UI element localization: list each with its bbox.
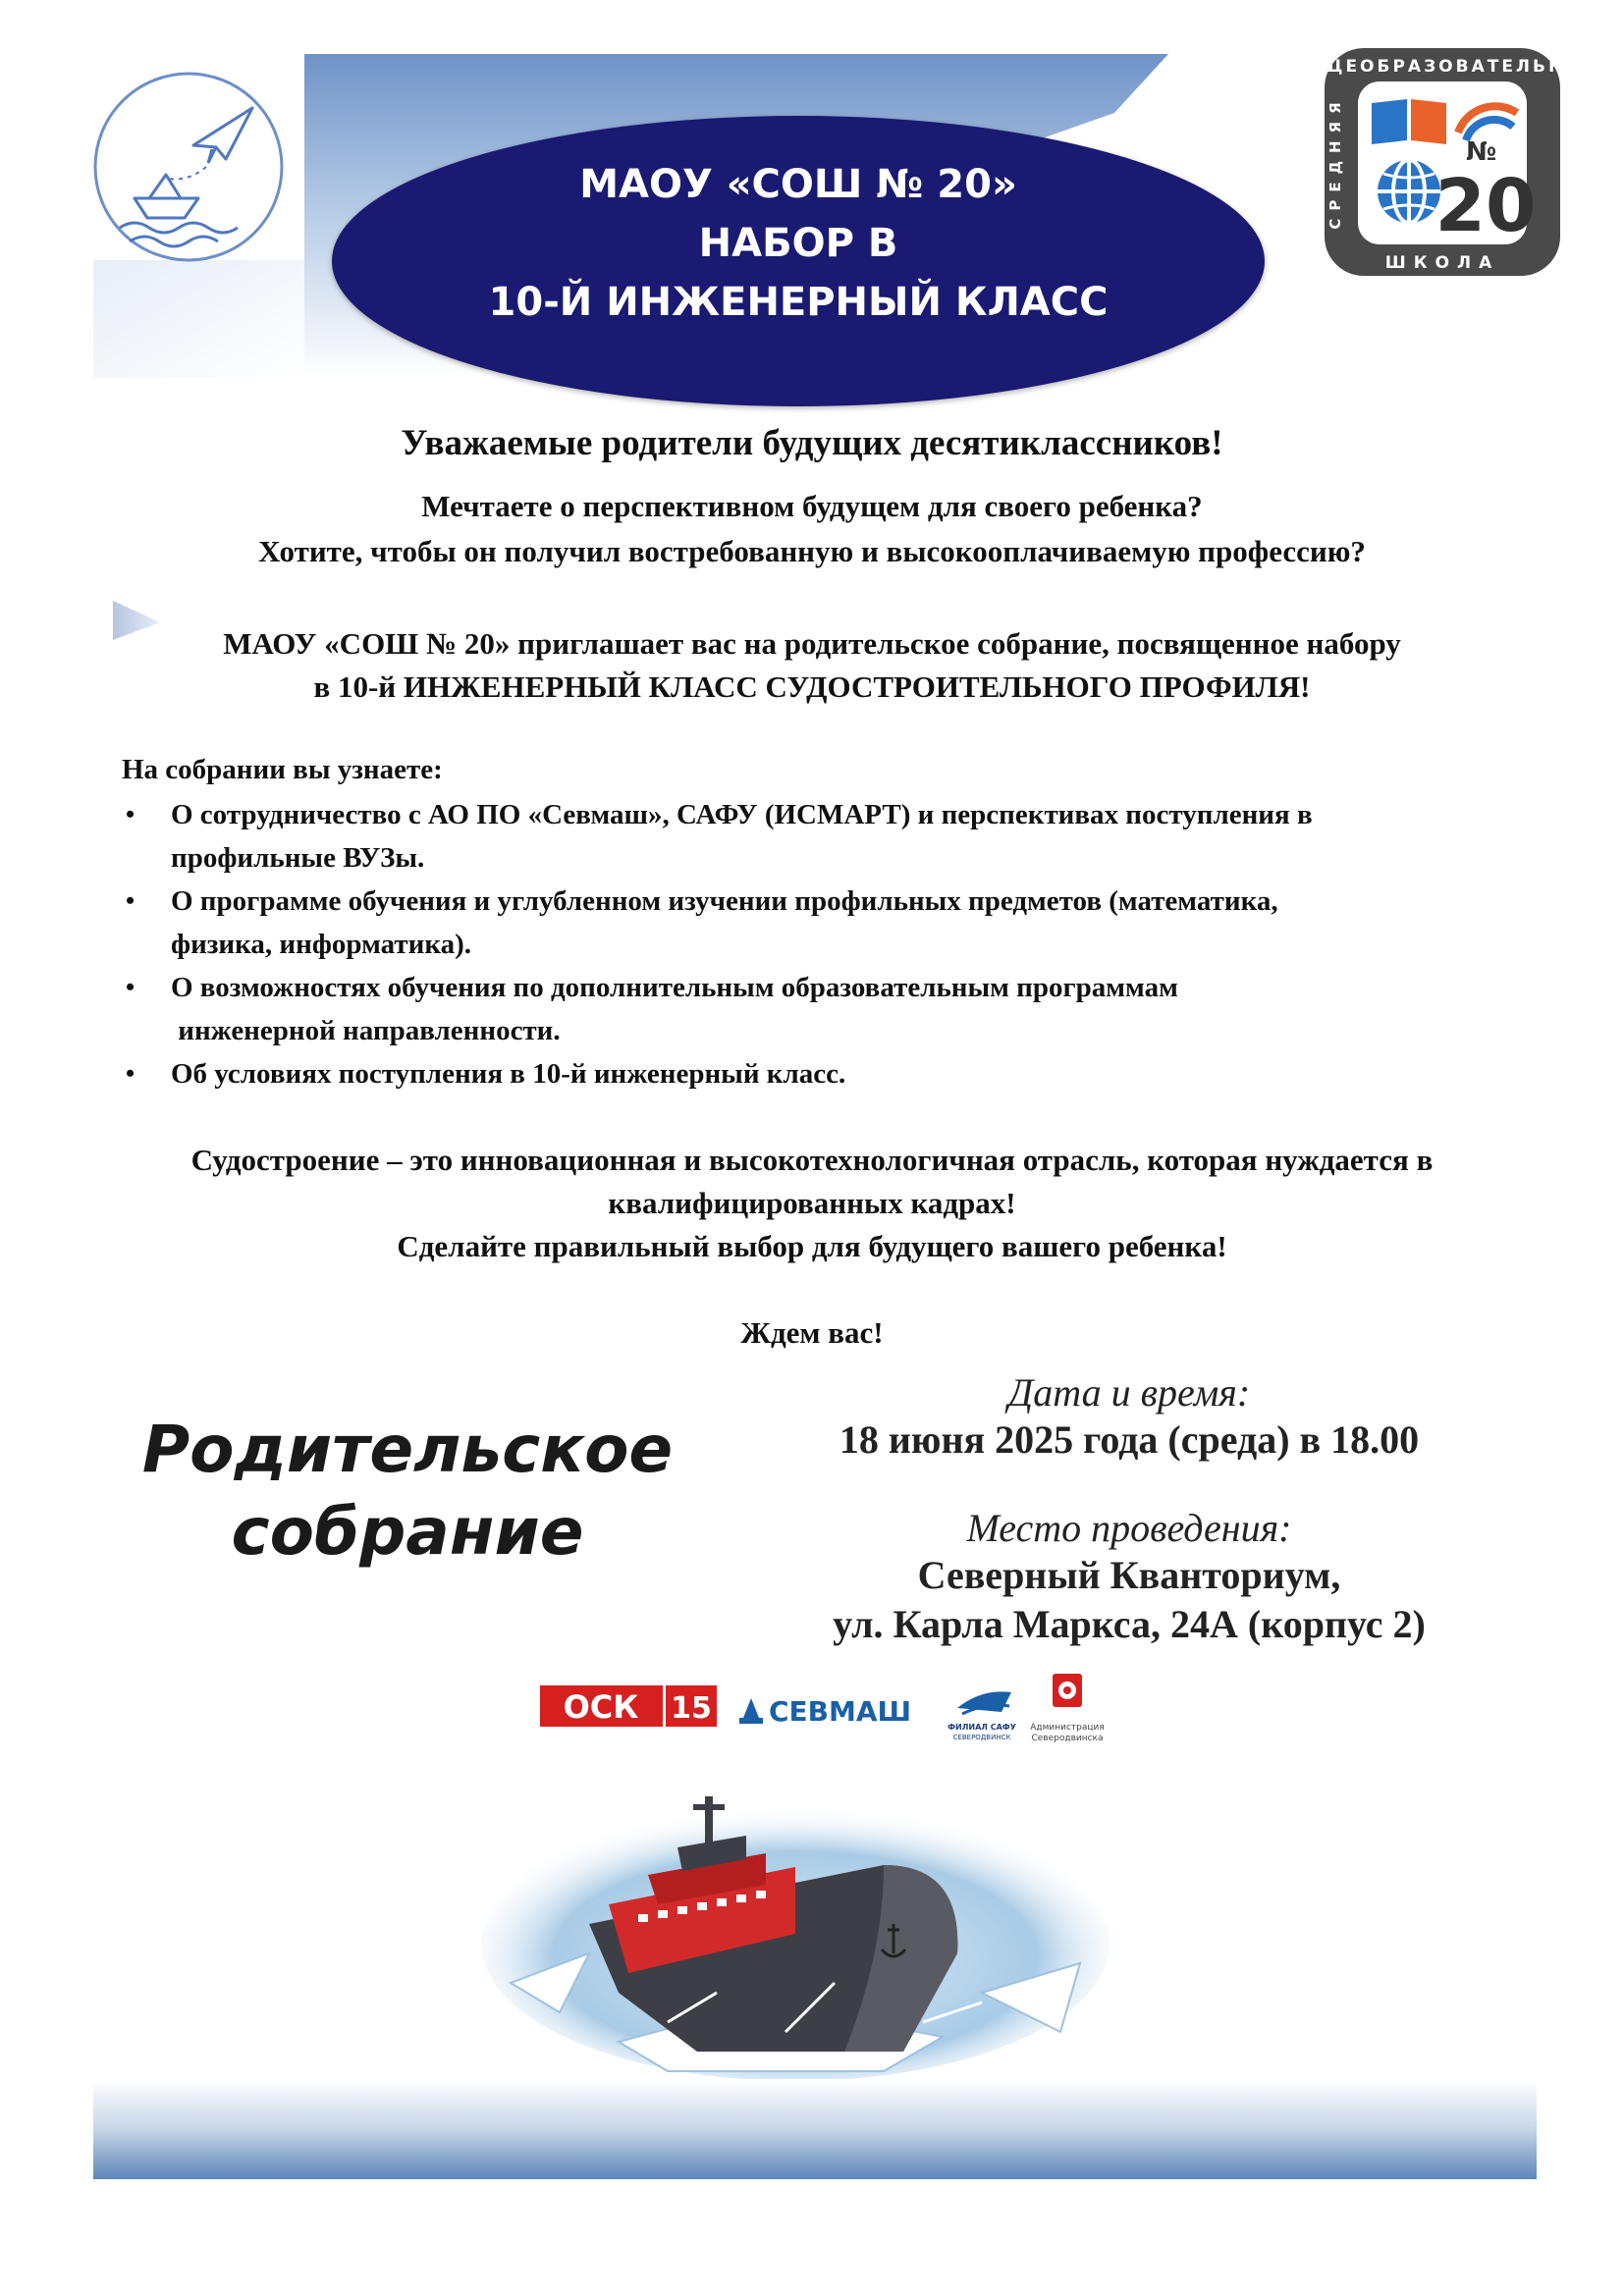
svg-text:№: №: [1466, 137, 1497, 167]
invite-line-1: МАОУ «СОШ № 20» приглашает вас на родительское собрание, посвященное набору: [223, 626, 1401, 661]
learn-list: [122, 793, 1536, 1095]
list-item-line: • Об условиях поступления в 10-й инженерный класс.: [171, 1058, 846, 1090]
list-item-line: • О сотрудничество с АО ПО «Севмаш», САФУ (ИСМАРТ) и перспективах поступления в: [171, 799, 1313, 830]
osk-num: 15: [671, 1691, 712, 1726]
list-item-line: профильные ВУЗы.: [171, 842, 425, 874]
greeting-heading: Уважаемые родители будущих десятиклассников!: [401, 423, 1223, 463]
meeting-line-2: собрание: [231, 1494, 584, 1570]
list-item-line: инженерной направленности.: [171, 1015, 561, 1046]
osk-logo: [540, 1685, 717, 1727]
administration-logo: [1030, 1674, 1105, 1743]
list-item-line: • О программе обучения и углубленном изучении профильных предметов (математика,: [171, 885, 1278, 917]
list-item: [122, 880, 1536, 966]
admin-text-1: Администрация: [1030, 1723, 1105, 1733]
wait-text: Ждем вас!: [740, 1315, 884, 1350]
date-label: Дата и время:: [1007, 1370, 1251, 1415]
title-line-3: 10-Й ИНЖЕНЕРНЫЙ КЛАСС: [488, 280, 1109, 325]
svg-text:ОБЩЕОБРАЗОВАТЕЛЬНАЯ: ОБЩЕОБРАЗОВАТЕЛЬНАЯ: [1287, 57, 1597, 77]
paper-plane-boat-logo: [90, 69, 287, 265]
closing-line-2: квалифицированных кадрах!: [608, 1186, 1016, 1220]
list-item-line: физика, информатика).: [171, 929, 472, 960]
title-line-2: НАБОР В: [698, 221, 898, 266]
learn-heading: На собрании вы узнаете:: [122, 754, 443, 785]
footer-gradient-bar: [93, 2079, 1537, 2179]
svg-text:СРЕДНЯЯ: СРЕДНЯЯ: [1326, 94, 1344, 230]
date-block: [746, 1369, 1512, 1465]
admin-text-2: Северодвинска: [1031, 1734, 1104, 1743]
page-title: [332, 155, 1265, 332]
meeting-line-1: Родительское: [141, 1412, 674, 1487]
list-item: [122, 966, 1536, 1052]
icebreaker-illustration: [471, 1757, 1119, 2081]
meeting-heading: [113, 1409, 702, 1574]
list-item-line: • О возможностях обучения по дополнительным образовательным программам: [171, 972, 1178, 1003]
safu-logo: [947, 1691, 1016, 1741]
osk-text: ОСК: [563, 1688, 639, 1726]
safu-text-2: СЕВЕРОДВИНСК: [952, 1734, 1011, 1741]
place-block: [746, 1505, 1512, 1649]
sevmash-logo: [739, 1695, 911, 1728]
place-line-2: ул. Карла Маркса, 24А (корпус 2): [833, 1602, 1426, 1646]
svg-text:20: 20: [1435, 164, 1537, 248]
sevmash-text: СЕВМАШ: [769, 1695, 912, 1728]
place-line-1: Северный Кванториум,: [917, 1553, 1341, 1597]
place-label: Место проведения:: [966, 1506, 1292, 1550]
title-line-1: МАОУ «СОШ № 20»: [579, 162, 1017, 207]
school-seal-logo: [1287, 44, 1597, 280]
list-item: [122, 1052, 1536, 1095]
sponsor-logos: [540, 1669, 1129, 1757]
closing-line-1: Судостроение – это инновационная и высокотехнологичная отрасль, которая нуждается в: [190, 1143, 1434, 1177]
question-2: Хотите, чтобы он получил востребованную и высокооплачиваемую профессию?: [258, 534, 1366, 568]
invite-line-2: в 10-й ИНЖЕНЕРНЫЙ КЛАСС СУДОСТРОИТЕЛЬНОГО ПРОФИЛЯ!: [313, 669, 1311, 704]
safu-text-1: ФИЛИАЛ САФУ: [947, 1723, 1016, 1732]
date-value: 18 июня 2025 года (среда) в 18.00: [839, 1417, 1420, 1462]
question-1: Мечтаете о перспективном будущем для своего ребенка?: [421, 489, 1203, 523]
svg-text:ШКОЛА: ШКОЛА: [1384, 253, 1500, 273]
list-item: [122, 793, 1536, 880]
closing-line-3: Сделайте правильный выбор для будущего вашего ребенка!: [397, 1229, 1227, 1263]
